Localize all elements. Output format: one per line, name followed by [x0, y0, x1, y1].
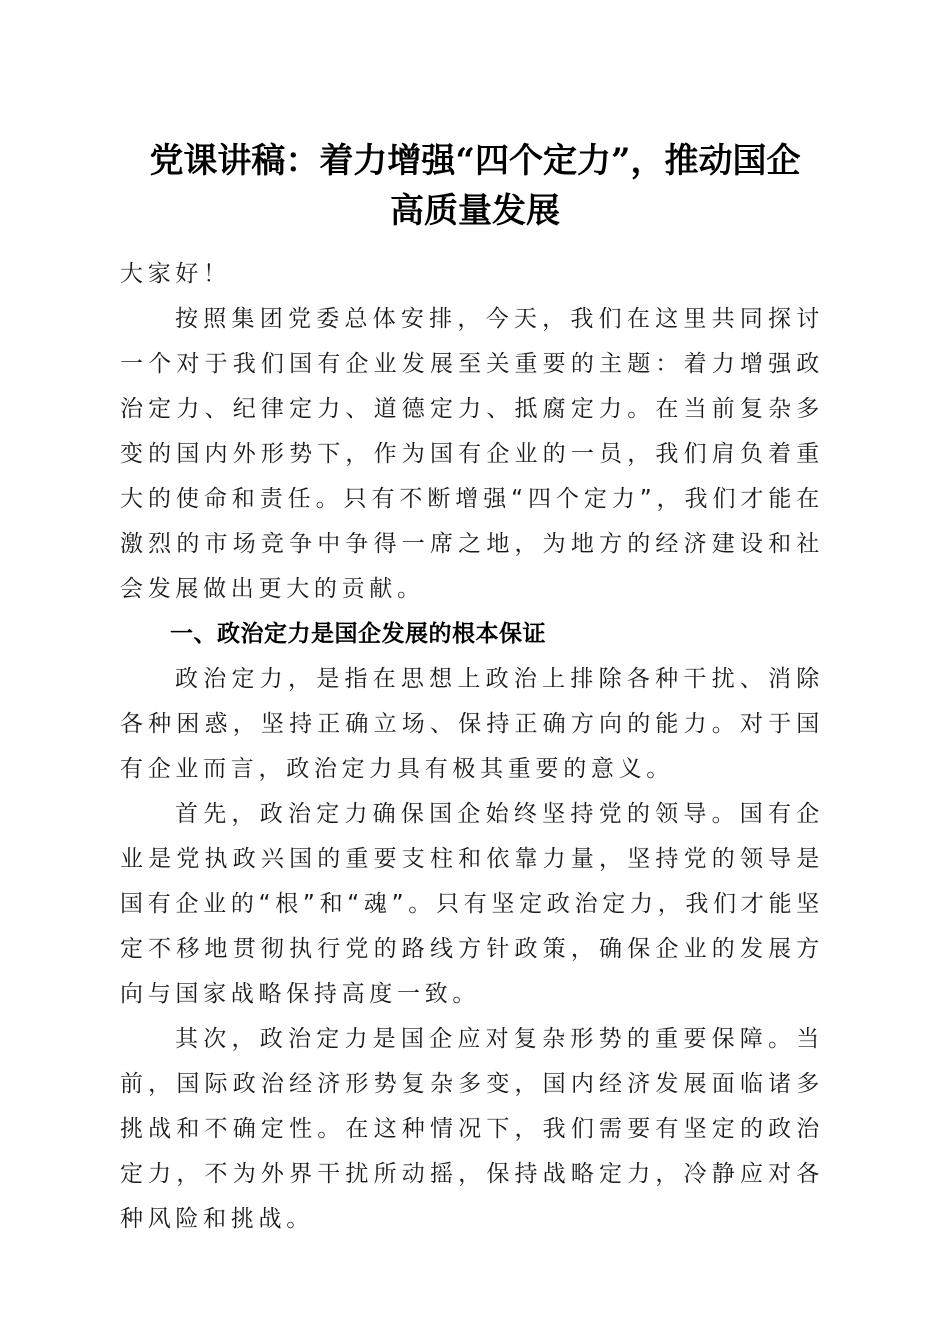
document-title — [100, 136, 850, 236]
title-line-2: 高质量发展 — [390, 191, 560, 231]
paragraph-political-definition: 政治定力，是指在思想上政治上排除各种干扰、消除各种困惑，坚持正确立场、保持正确方向的能力。对于国有企业而言，政治定力具有极其重要的意义。 — [120, 666, 824, 782]
section-heading-1: 一、政治定力是国企发展的根本保证 — [170, 621, 546, 647]
title-line-1: 党课讲稿：着力增强“四个定力”，推动国企 — [149, 141, 801, 181]
document-body — [120, 250, 824, 1242]
paragraph-first-point: 首先，政治定力确保国企始终坚持党的领导。国有企业是党执政兴国的重要支柱和依靠力量，坚持党的领导是国有企业的“根”和“魂”。只有坚定政治定力，我们才能坚定不移地贯彻执行党的路线方针政策，确保企业的发展方向与国家战略保持高度一致。 — [120, 801, 824, 1007]
greeting: 大家好！ — [120, 261, 231, 287]
paragraph-second-point: 其次，政治定力是国企应对复杂形势的重要保障。当前，国际政治经济形势复杂多变，国内经济发展面临诸多挑战和不确定性。在这种情况下，我们需要有坚定的政治定力，不为外界干扰所动摇，保持战略定力，冷静应对各种风险和挑战。 — [120, 1026, 824, 1232]
paragraph-intro: 按照集团党委总体安排，今天，我们在这里共同探讨一个对于我们国有企业发展至关重要的主题：着力增强政治定力、纪律定力、道德定力、抵腐定力。在当前复杂多变的国内外形势下，作为国有企业的一员，我们肩负着重大的使命和责任。只有不断增强“四个定力”，我们才能在激烈的市场竞争中争得一席之地，为地方的经济建设和社会发展做出更大的贡献。 — [120, 306, 824, 602]
